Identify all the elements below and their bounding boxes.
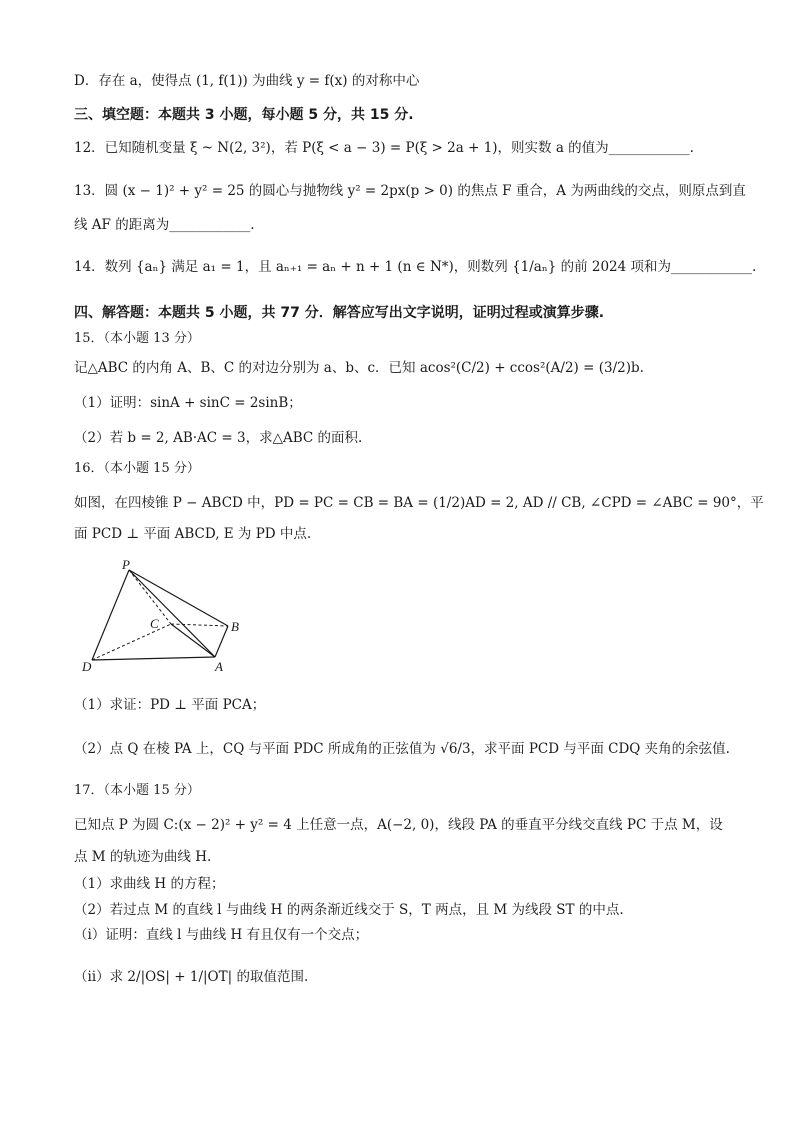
section-fill-in-heading: 三、填空题：本题共 3 小题，每小题 5 分，共 15 分. xyxy=(74,107,414,123)
question-16-part1: （1）求证：PD ⊥ 平面 PCA； xyxy=(74,697,266,713)
question-14-text: 14．数列 {aₙ} 满足 a₁ = 1，且 aₙ₊₁ = aₙ + n + 1 (n ∈ N*)，则数列 {1/aₙ} 的前 2024 项和为____________. xyxy=(74,259,757,275)
vertex-label-d: D xyxy=(82,659,92,674)
question-15-part1: （1）证明：sinA + sinC = 2sinB； xyxy=(74,395,302,411)
question-16-stem-line2: 面 PCD ⊥ 平面 ABCD, E 为 PD 中点. xyxy=(74,526,312,542)
section-solve-heading: 四、解答题：本题共 5 小题，共 77 分．解答应写出文字说明，证明过程或演算步骤. xyxy=(74,305,605,321)
question-15-header: 15．（本小题 13 分） xyxy=(74,331,200,346)
question-17-part2-ii: （ⅱ）求 2/|OS| + 1/|OT| 的取值范围. xyxy=(74,969,309,985)
pyramid-figure xyxy=(74,558,274,678)
question-13-text-line1: 13．圆 (x − 1)² + y² = 25 的圆心与抛物线 y² = 2px(p > 0) 的焦点 F 重合，A 为两曲线的交点，则原点到直 xyxy=(74,183,746,199)
edge-ab xyxy=(215,626,228,657)
question-17-part2: （2）若过点 M 的直线 l 与曲线 H 的两条渐近线交于 S，T 两点，且 M 为线段 ST 的中点. xyxy=(74,902,624,918)
edge-pb xyxy=(129,570,228,626)
question-16-stem-line1: 如图，在四棱锥 P − ABCD 中，PD = PC = CB = BA = (1/2)AD = 2, AD // CB, ∠CPD = ∠ABC = 90°，平 xyxy=(74,495,764,511)
edge-da xyxy=(92,657,215,660)
question-17-stem-line2: 点 M 的轨迹为曲线 H. xyxy=(74,849,212,865)
question-16-header: 16．（本小题 15 分） xyxy=(74,461,200,476)
question-17-part1: （1）求曲线 H 的方程； xyxy=(74,876,225,892)
question-13-text-line2: 线 AF 的距离为____________. xyxy=(74,217,255,233)
question-17-part2-i: （ⅰ）证明：直线 l 与曲线 H 有且仅有一个交点； xyxy=(74,927,369,943)
question-15-stem: 记△ABC 的内角 A、B、C 的对边分别为 a、b、c．已知 acos²(C/2) + ccos²(A/2) = (3/2)b. xyxy=(74,360,644,376)
vertex-label-c: C xyxy=(150,616,159,631)
vertex-label-a: A xyxy=(215,659,223,674)
question-15-part2: （2）若 b = 2, AB·AC = 3，求△ABC 的面积. xyxy=(74,430,363,446)
edge-pa xyxy=(129,570,215,657)
edge-cb-hidden xyxy=(171,624,228,626)
question-16-part2: （2）点 Q 在棱 PA 上，CQ 与平面 PDC 所成角的正弦值为 √6/3，求平面 PCD 与平面 CDQ 夹角的余弦值. xyxy=(74,741,730,757)
question-17-header: 17．（本小题 15 分） xyxy=(74,783,200,798)
question-12-text: 12．已知随机变量 ξ ~ N(2, 3²)，若 P(ξ < a − 3) = P(ξ > 2a + 1)，则实数 a 的值为____________. xyxy=(74,140,694,156)
edge-ca xyxy=(171,624,215,657)
vertex-label-p: P xyxy=(122,558,130,572)
edge-pd xyxy=(92,570,129,660)
edge-dc-hidden xyxy=(92,624,171,660)
option-d-text: D．存在 a，使得点 (1, f(1)) 为曲线 y = f(x) 的对称中心 xyxy=(74,73,420,89)
vertex-label-b: B xyxy=(231,619,239,634)
question-17-stem-line1: 已知点 P 为圆 C:(x − 2)² + y² = 4 上任意一点，A(−2, 0)，线段 PA 的垂直平分线交直线 PC 于点 M，设 xyxy=(74,817,723,833)
